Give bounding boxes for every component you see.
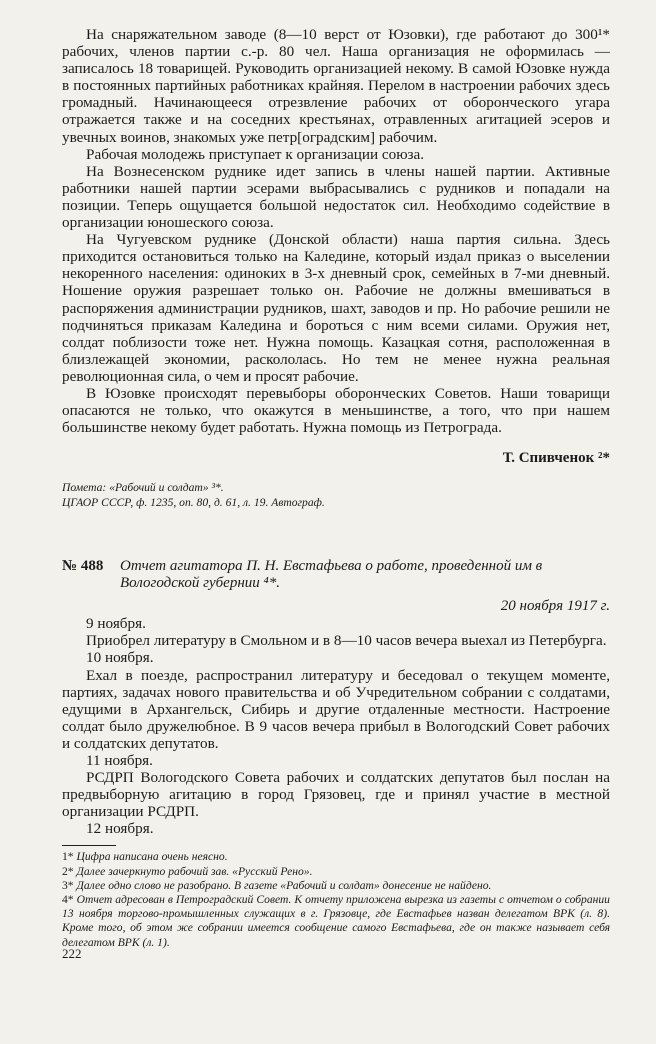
- entry-date: 9 ноября.: [86, 615, 146, 633]
- document-date: 20 ноября 1917 г.: [500, 598, 610, 615]
- paragraph-yuzovka: В Юзовке происходят перевыборы оборонческих Советов. Наши товарищи опасаются не только, что окажутся в меньшинстве, а того, что при нашем большинстве некому будет работать. Нужна помощь из Петрограда.: [62, 384, 610, 437]
- footnote: [62, 879, 610, 893]
- footnote-text: Далее одно слово не разобрано. В газете «Рабочий и солдат» донесение не найдено.: [76, 878, 492, 892]
- paragraph-voznesensky: На Вознесенском руднике идет запись в члены нашей партии. Активные работники нашей партии эсерами выбрасывались с рудников и попадали на позиции. Теперь ощущается большой недостаток сил. Необходимо содействие в организации юношеского союза.: [62, 162, 610, 232]
- signature: Т. Спивченок ²*: [502, 450, 610, 467]
- page-number: 222: [62, 946, 82, 961]
- page-content: [62, 26, 610, 950]
- footnote: [62, 865, 610, 879]
- meta-source: ЦГАОР СССР, ф. 1235, оп. 80, д. 61, л. 19. Автограф.: [62, 495, 325, 509]
- footnote-divider: [62, 845, 116, 846]
- footnote: [62, 893, 610, 950]
- entry-text: Ехал в поезде, распространил литературу и беседовал о текущем моменте, партиях, задачах нового правительства и об Учредительном собрании с солдатами, едущими в Архангельск, Сибирь и другие отдаленные местности. Настроение солдат было дружелюбное. В 9 часов вечера прибыл в Вологодский Совет рабочих и солдатских депутатов.: [62, 666, 610, 752]
- entry-date: 11 ноября.: [86, 752, 153, 769]
- footnote: [62, 850, 610, 864]
- archival-meta: [62, 481, 610, 510]
- entry-text: Приобрел литературу в Смольном и в 8—10 часов вечера выехал из Петербурга.: [86, 632, 607, 650]
- footnote-text: Цифра написана очень неясно.: [76, 850, 228, 864]
- footnote-text: Отчет адресован в Петроградский Совет. К отчету приложена вырезка из газеты с отчетом о собрании 13 ноября торгово-промышленных служащих в г. Грязовце, где Евстафьев назван делегатом ВРК (л. 8). Кроме того, об этом же собрании имеется сообщение самого Евстафьева, где он также называет себя делегатом ВРК (л. 1).: [62, 893, 610, 949]
- footnote-mark: 1*: [62, 850, 74, 864]
- entry-text: РСДРП Вологодского Совета рабочих и солдатских депутатов был послан на предвыборную агитацию в город Грязовец, где и принял участие в местной организации РСДРП.: [62, 769, 610, 821]
- document-number: № 488: [62, 558, 104, 575]
- footnote-mark: 3*: [62, 878, 74, 892]
- meta-note: Помета: «Рабочий и солдат» ³*.: [62, 481, 224, 495]
- footnote-text: Далее зачеркнуто рабочий зав. «Русский Рено».: [76, 864, 313, 878]
- entry-date: 12 ноября.: [86, 820, 154, 838]
- footnote-mark: 4*: [62, 893, 74, 907]
- paragraph-youth: Рабочая молодежь приступает к организации союза.: [86, 145, 425, 163]
- entry-date: 10 ноября.: [86, 649, 154, 667]
- paragraph-chuguevsky: На Чугуевском руднике (Донской области) наша партия сильна. Здесь приходится остановиться только на Каледине, который издал приказ о выселении некоренного населения: одиноких в 3-х дневный срок, семейных в 7-ми дневный. Ношение оружия разрешает только он. Рабочие не должны вмешиваться в распоряжения администрации рудников, шахт, заводов и пр. Но рабочие решили не подчиняться приказам Каледина и бороться с ним всеми силами. Оружия нет, солдат поблизости тоже нет. Нужна помощь. Казацкая сотня, расположенная в близлежащей экономии, раскололась. Но тем не менее нужна реальная революционная сила, о чем и просят рабочие.: [62, 231, 610, 385]
- paragraph-factory: На снаряжательном заводе (8—10 верст от Юзовки), где работают до 300¹* рабочих, членов партии с.-р. 80 чел. Наша организация не оформилась — записалось 18 товарищей. Руководить организацией некому. В самой Юзовке нужда в постоянных партийных работниках крайняя. Перелом в настроении рабочих здесь громадный. Начинающееся отрезвление рабочих от оборонческого угара отражается также и на соседних крестьянах, отравленных агитацией эсеров и увечных воинов, знакомых уже петр[оградским] рабочим.: [62, 26, 610, 146]
- document-header: [62, 558, 610, 592]
- footnote-mark: 2*: [62, 864, 74, 878]
- document-title: Отчет агитатора П. Н. Евстафьева о работе, проведенной им в Вологодской губернии ⁴*.: [120, 558, 543, 592]
